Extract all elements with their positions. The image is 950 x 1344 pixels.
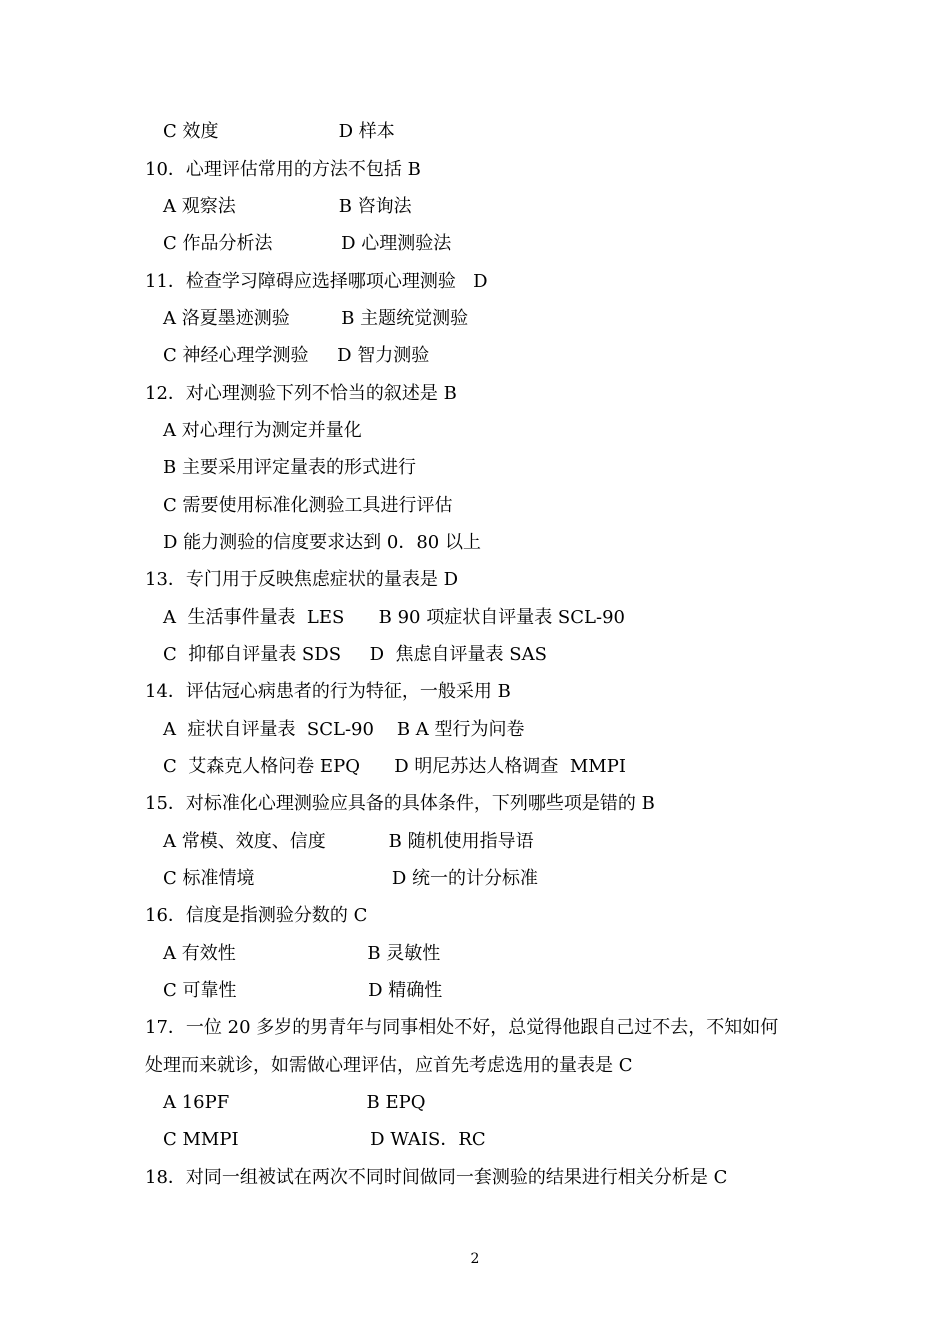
question-16: 16．信度是指测验分数的 C [145,905,368,926]
option-line: A 症状自评量表 SCL-90 B A 型行为问卷 [163,719,525,740]
option-line: A 洛夏墨迹测验 B 主题统觉测验 [163,308,469,329]
question-13: 13．专门用于反映焦虑症状的量表是 D [145,569,459,590]
option-line: C 效度 D 样本 [163,121,395,142]
option-line: C MMPI D WAIS．RC [163,1129,486,1150]
option-line: A 常模、效度、信度 B 随机使用指导语 [163,831,534,852]
option-line: A 生活事件量表 LES B 90 项症状自评量表 SCL-90 [163,607,625,628]
option-line: C 神经心理学测验 D 智力测验 [163,345,430,366]
question-14: 14．评估冠心病患者的行为特征，一般采用 B [145,681,511,702]
option-line: B 主要采用评定量表的形式进行 [163,457,416,478]
option-line: C 需要使用标准化测验工具进行评估 [163,495,453,516]
question-17: 17．一位 20 多岁的男青年与同事相处不好，总觉得他跟自己过不去，不知如何 [145,1017,779,1038]
question-10: 10．心理评估常用的方法不包括 B [145,159,421,180]
option-line: A 对心理行为测定并量化 [163,420,362,441]
page-number: 2 [470,1251,480,1267]
option-line: C 作品分析法 D 心理测验法 [163,233,452,254]
option-line: A 有效性 B 灵敏性 [163,943,441,964]
option-line: C 艾森克人格问卷 EPQ D 明尼苏达人格调查 MMPI [163,756,626,777]
question-15: 15．对标准化心理测验应具备的具体条件，下列哪些项是错的 B [145,793,655,814]
option-line: C 标准情境 D 统一的计分标准 [163,868,538,889]
option-line: C 抑郁自评量表 SDS D 焦虑自评量表 SAS [163,644,547,665]
question-17-continued: 处理而来就诊，如需做心理评估，应首先考虑选用的量表是 C [145,1055,633,1076]
option-line: A 观察法 B 咨询法 [163,196,412,217]
option-line: D 能力测验的信度要求达到 0．80 以上 [163,532,481,553]
option-line: A 16PF B EPQ [163,1092,426,1113]
question-12: 12．对心理测验下列不恰当的叙述是 B [145,383,457,404]
question-11: 11．检查学习障碍应选择哪项心理测验 D [145,271,488,292]
option-line: C 可靠性 D 精确性 [163,980,443,1001]
question-18: 18．对同一组被试在两次不同时间做同一套测验的结果进行相关分析是 C [145,1167,728,1188]
